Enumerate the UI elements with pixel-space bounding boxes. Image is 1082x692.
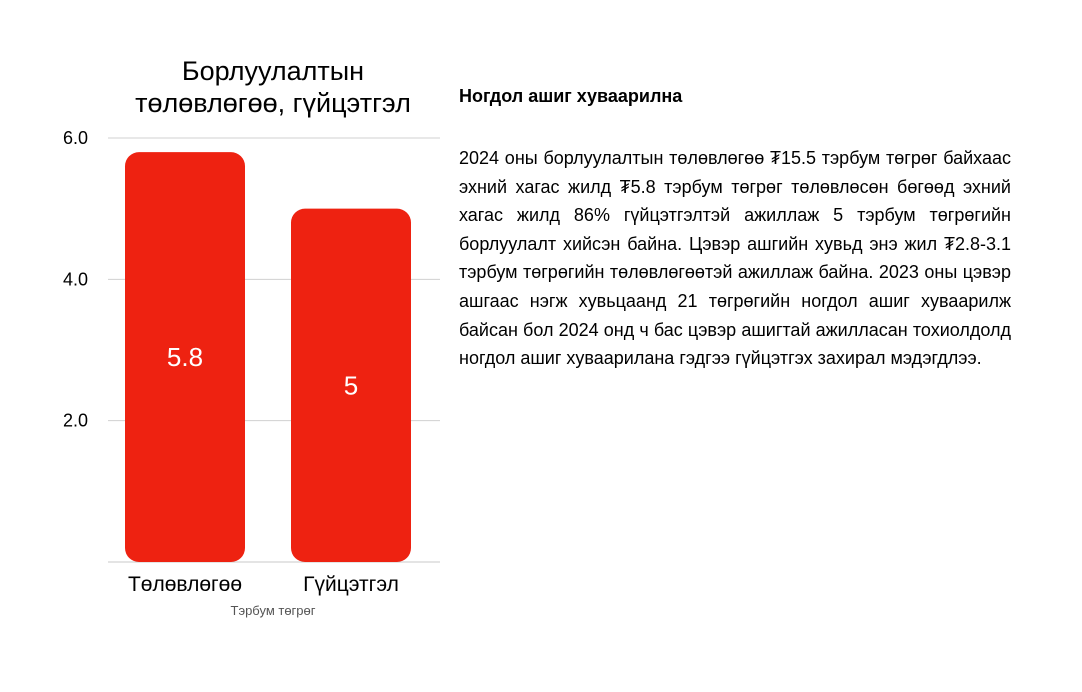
bar-chart (0, 0, 460, 692)
x-axis-title: Тэрбум төгрөг (230, 603, 316, 618)
bars (125, 152, 411, 562)
y-tick-label: 2.0 (62, 410, 88, 431)
y-tick-label: 6.0 (62, 128, 88, 148)
x-axis-category-labels (128, 573, 399, 596)
chart-title-line-1: Борлуулалтын (181, 56, 365, 86)
article-panel (459, 84, 1011, 373)
bar-value-label: 5.8 (166, 342, 204, 373)
chart-title-line-2: төлөвлөгөө, гүйцэтгэл (135, 88, 411, 118)
y-axis-tick-labels (63, 128, 88, 431)
bar-value-label: 5 (343, 370, 359, 401)
x-category-label: Төлөвлөгөө (127, 573, 243, 596)
y-tick-label: 4.0 (62, 269, 88, 290)
article-body: 2024 оны борлуулалтын төлөвлөгөө ₮15.5 тэрбум төгрөг байхаас эхний хагас жилд ₮5.8 тэрбум төгрөг төлөвлөсөн бөгөөд эхний хагас жилд 86% гүйцэтгэлтэй ажиллаж 5 тэрбум төгрөгийн борлуулалт хийсэн байна. Цэвэр ашгийн хувьд энэ жил ₮2.8-3.1 тэрбум төгрөгийн төлөвлөгөөтэй ажиллаж байна. 2023 оны цэвэр ашгаас нэгж хувьцаанд 21 төгрөгийн ногдол ашиг хуваарилж байсан бол 2024 онд ч бас цэвэр ашигтай ажилласан тохиолдолд ногдол ашиг хуваарилана гэдгээ гүйцэтгэх захирал мэдэгдлээ. (459, 148, 1011, 369)
article-heading: Ногдол ашиг хуваарилна (459, 86, 683, 106)
x-category-label: Гүйцэтгэл (303, 573, 399, 596)
